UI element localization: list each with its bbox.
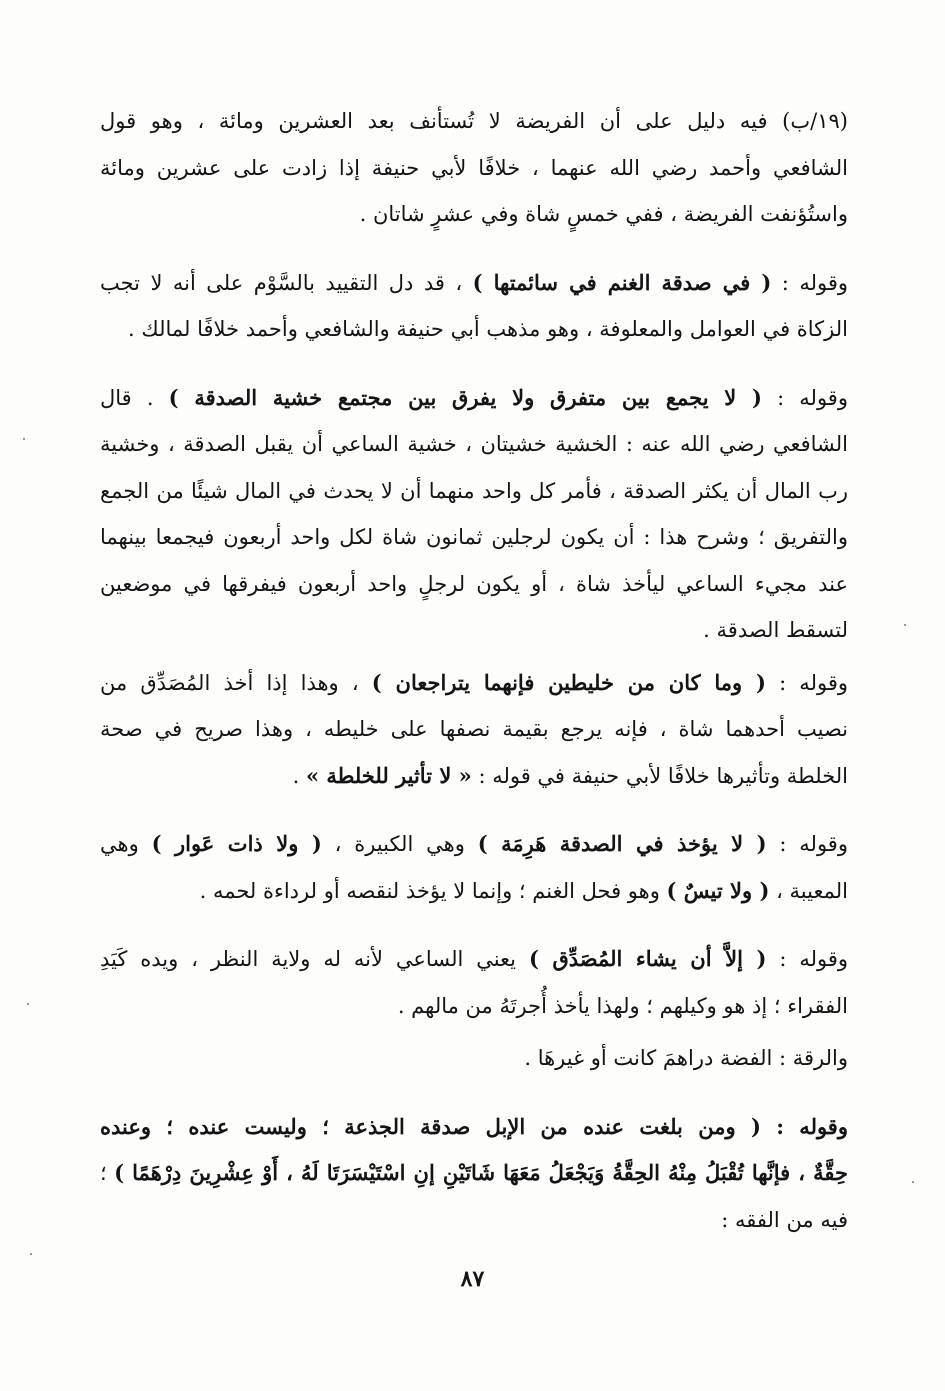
text-line: [100, 468, 848, 515]
paragraph: [100, 375, 848, 654]
text-segment: ؛: [100, 1161, 115, 1185]
text-segment: ، وهذا إذا أخذ المُصَدِّق من: [100, 670, 372, 695]
text-line: [100, 375, 848, 422]
text-line: [100, 1035, 848, 1082]
text-segment: وهي الكبيرة ،: [321, 832, 478, 856]
scan-speck: [23, 438, 25, 440]
text-segment: يعني الساعي لأنه له ولاية النظر ، ويده كَيَدِ: [100, 947, 529, 971]
bold-quote-segment: ( ومن بلغت عنده من الإبل صدقة الجذعة ؛ وليست عنده ؛ وعنده: [100, 1113, 761, 1139]
text-line: [100, 753, 848, 800]
bold-quote-segment: ( لا يجمع بين متفرق ولا يفرق بين مجتمع خشية الصدقة ): [168, 384, 762, 410]
text-line: [100, 706, 848, 753]
text-segment: والرقة : الفضة دراهمَ كانت أو غيرهَا .: [524, 1046, 848, 1070]
scan-speck: [912, 1181, 914, 1183]
text-line: [100, 936, 848, 983]
text-line: [100, 1104, 848, 1151]
text-line: [100, 821, 848, 868]
text-line: [100, 868, 848, 915]
text-segment: واستُؤنفت الفريضة ، ففي خمسٍ شاة وفي عشرٍ شاتان .: [359, 202, 848, 226]
text-segment: رب المال أن يكثر الصدقة ، فأمر كل واحد منهما أن لا يحدث في المال شيئًا من الجمع: [100, 478, 848, 503]
bold-quote-segment: وقوله :: [760, 1113, 848, 1139]
text-segment: عند مجيء الساعي ليأخذ شاة ، أو يكون لرجلٍ واحد أربعون فيفرقها في موضعين: [100, 571, 848, 596]
bold-quote-segment: ( في صدقة الغنم في سائمتها ): [472, 269, 772, 295]
text-line: [100, 1150, 848, 1197]
bold-quote-segment: ( إلاَّ أن يشاء المُصَدِّق ): [528, 946, 767, 971]
text-segment: نصيب أحدهما شاة ، فإنه يرجع بقيمة نصفها على خليطه ، وهذا صريح في صحة: [100, 717, 848, 741]
text-segment: فيه من الفقه :: [721, 1207, 848, 1232]
text-segment: وهو فحل الغنم ؛ وإنما لا يؤخذ لنقصه أو لرداءة لحمه .: [199, 878, 667, 903]
text-segment: وقوله :: [765, 670, 848, 695]
scan-speck: [904, 624, 906, 626]
bold-quote-segment: حِقَّةٌ ، فإنَّها تُقْبَلُ مِنْهُ الحِقَّةُ وَيَجْعَلُ مَعَهَا شَاتَيْنِ إنِ اسْتَيْسَرَتَا لَهُ ، أَوْ عِشْرِينَ دِرْهَمًا ): [114, 1160, 848, 1185]
paragraph: [100, 660, 848, 800]
text-segment: الشافعي وأحمد رضي الله عنهما ، خلافًا لأبي حنيفة إذا زادت على عشرين ومائة: [100, 155, 848, 180]
paragraph: [100, 1104, 848, 1244]
text-line: [100, 421, 848, 468]
text-segment: وقوله :: [766, 947, 848, 971]
paragraph: [100, 1035, 848, 1082]
text-segment: الشافعي رضي الله عنه : الخشية خشيتان ، خشية الساعي أن يقبل الصدقة ، وخشية: [100, 432, 848, 456]
text-segment: وقوله :: [766, 832, 848, 856]
bold-quote-segment: ( ولا تيسٌ ): [666, 877, 770, 903]
paragraph: [100, 821, 848, 914]
text-segment: لتسقط الصدقة .: [703, 618, 848, 642]
text-line: [100, 98, 848, 145]
bold-quote-segment: ( لا يؤخذ في الصدقة هَرِمَة ): [477, 831, 767, 856]
text-line: [100, 607, 848, 654]
paragraph: [100, 98, 848, 238]
scan-speck: [27, 1003, 29, 1005]
text-line: [100, 660, 848, 707]
text-segment: ، قد دل التقييد بالسَّوْم على أنه لا تجب: [100, 270, 473, 295]
bold-quote-segment: « لا تأثير للخلطة »: [305, 762, 472, 788]
text-segment: الخلطة وتأثيرها خلافًا لأبي حنيفة في قوله :: [471, 763, 848, 788]
text-line: [100, 306, 848, 353]
paragraph: [100, 260, 848, 353]
text-segment: الزكاة في العوامل والمعلوفة ، وهو مذهب أبي حنيفة والشافعي وأحمد خلافًا لمالك .: [128, 317, 848, 341]
text-line: [100, 983, 848, 1030]
text-line: [100, 561, 848, 608]
text-line: [100, 260, 848, 307]
text-segment: الفقراء ؛ إذ هو وكيلهم ؛ ولهذا يأخذ أُجرتَهُ من مالهم .: [397, 993, 848, 1018]
scan-speck: [30, 1253, 32, 1255]
text-segment: . قال: [100, 385, 169, 410]
text-line: [100, 191, 848, 238]
text-line: [100, 1197, 848, 1244]
text-line: [100, 145, 848, 192]
page-number: ٨٧: [460, 1266, 485, 1292]
text-segment: وقوله :: [771, 270, 848, 295]
text-segment: المعيبة ،: [769, 878, 848, 903]
text-segment: والتفريق ؛ وشرح هذا : أن يكون لرجلين ثمانون شاة لكل واحد أربعون فيجمعا بينهما: [100, 525, 848, 549]
bold-quote-segment: ( وما كان من خليطين فإنهما يتراجعان ): [371, 669, 766, 695]
text-segment: وهي: [100, 832, 152, 856]
text-segment: (١٩/ب) فيه دليل على أن الفريضة لا تُستأنف بعد العشرين ومائة ، وهو قول: [100, 109, 848, 133]
text-segment: وقوله :: [761, 385, 848, 410]
text-segment: .: [292, 763, 306, 788]
text-line: [100, 514, 848, 561]
paragraph: [100, 936, 848, 1029]
bold-quote-segment: ( ولا ذات عَوار ): [151, 831, 322, 856]
body-text: [100, 98, 848, 1243]
